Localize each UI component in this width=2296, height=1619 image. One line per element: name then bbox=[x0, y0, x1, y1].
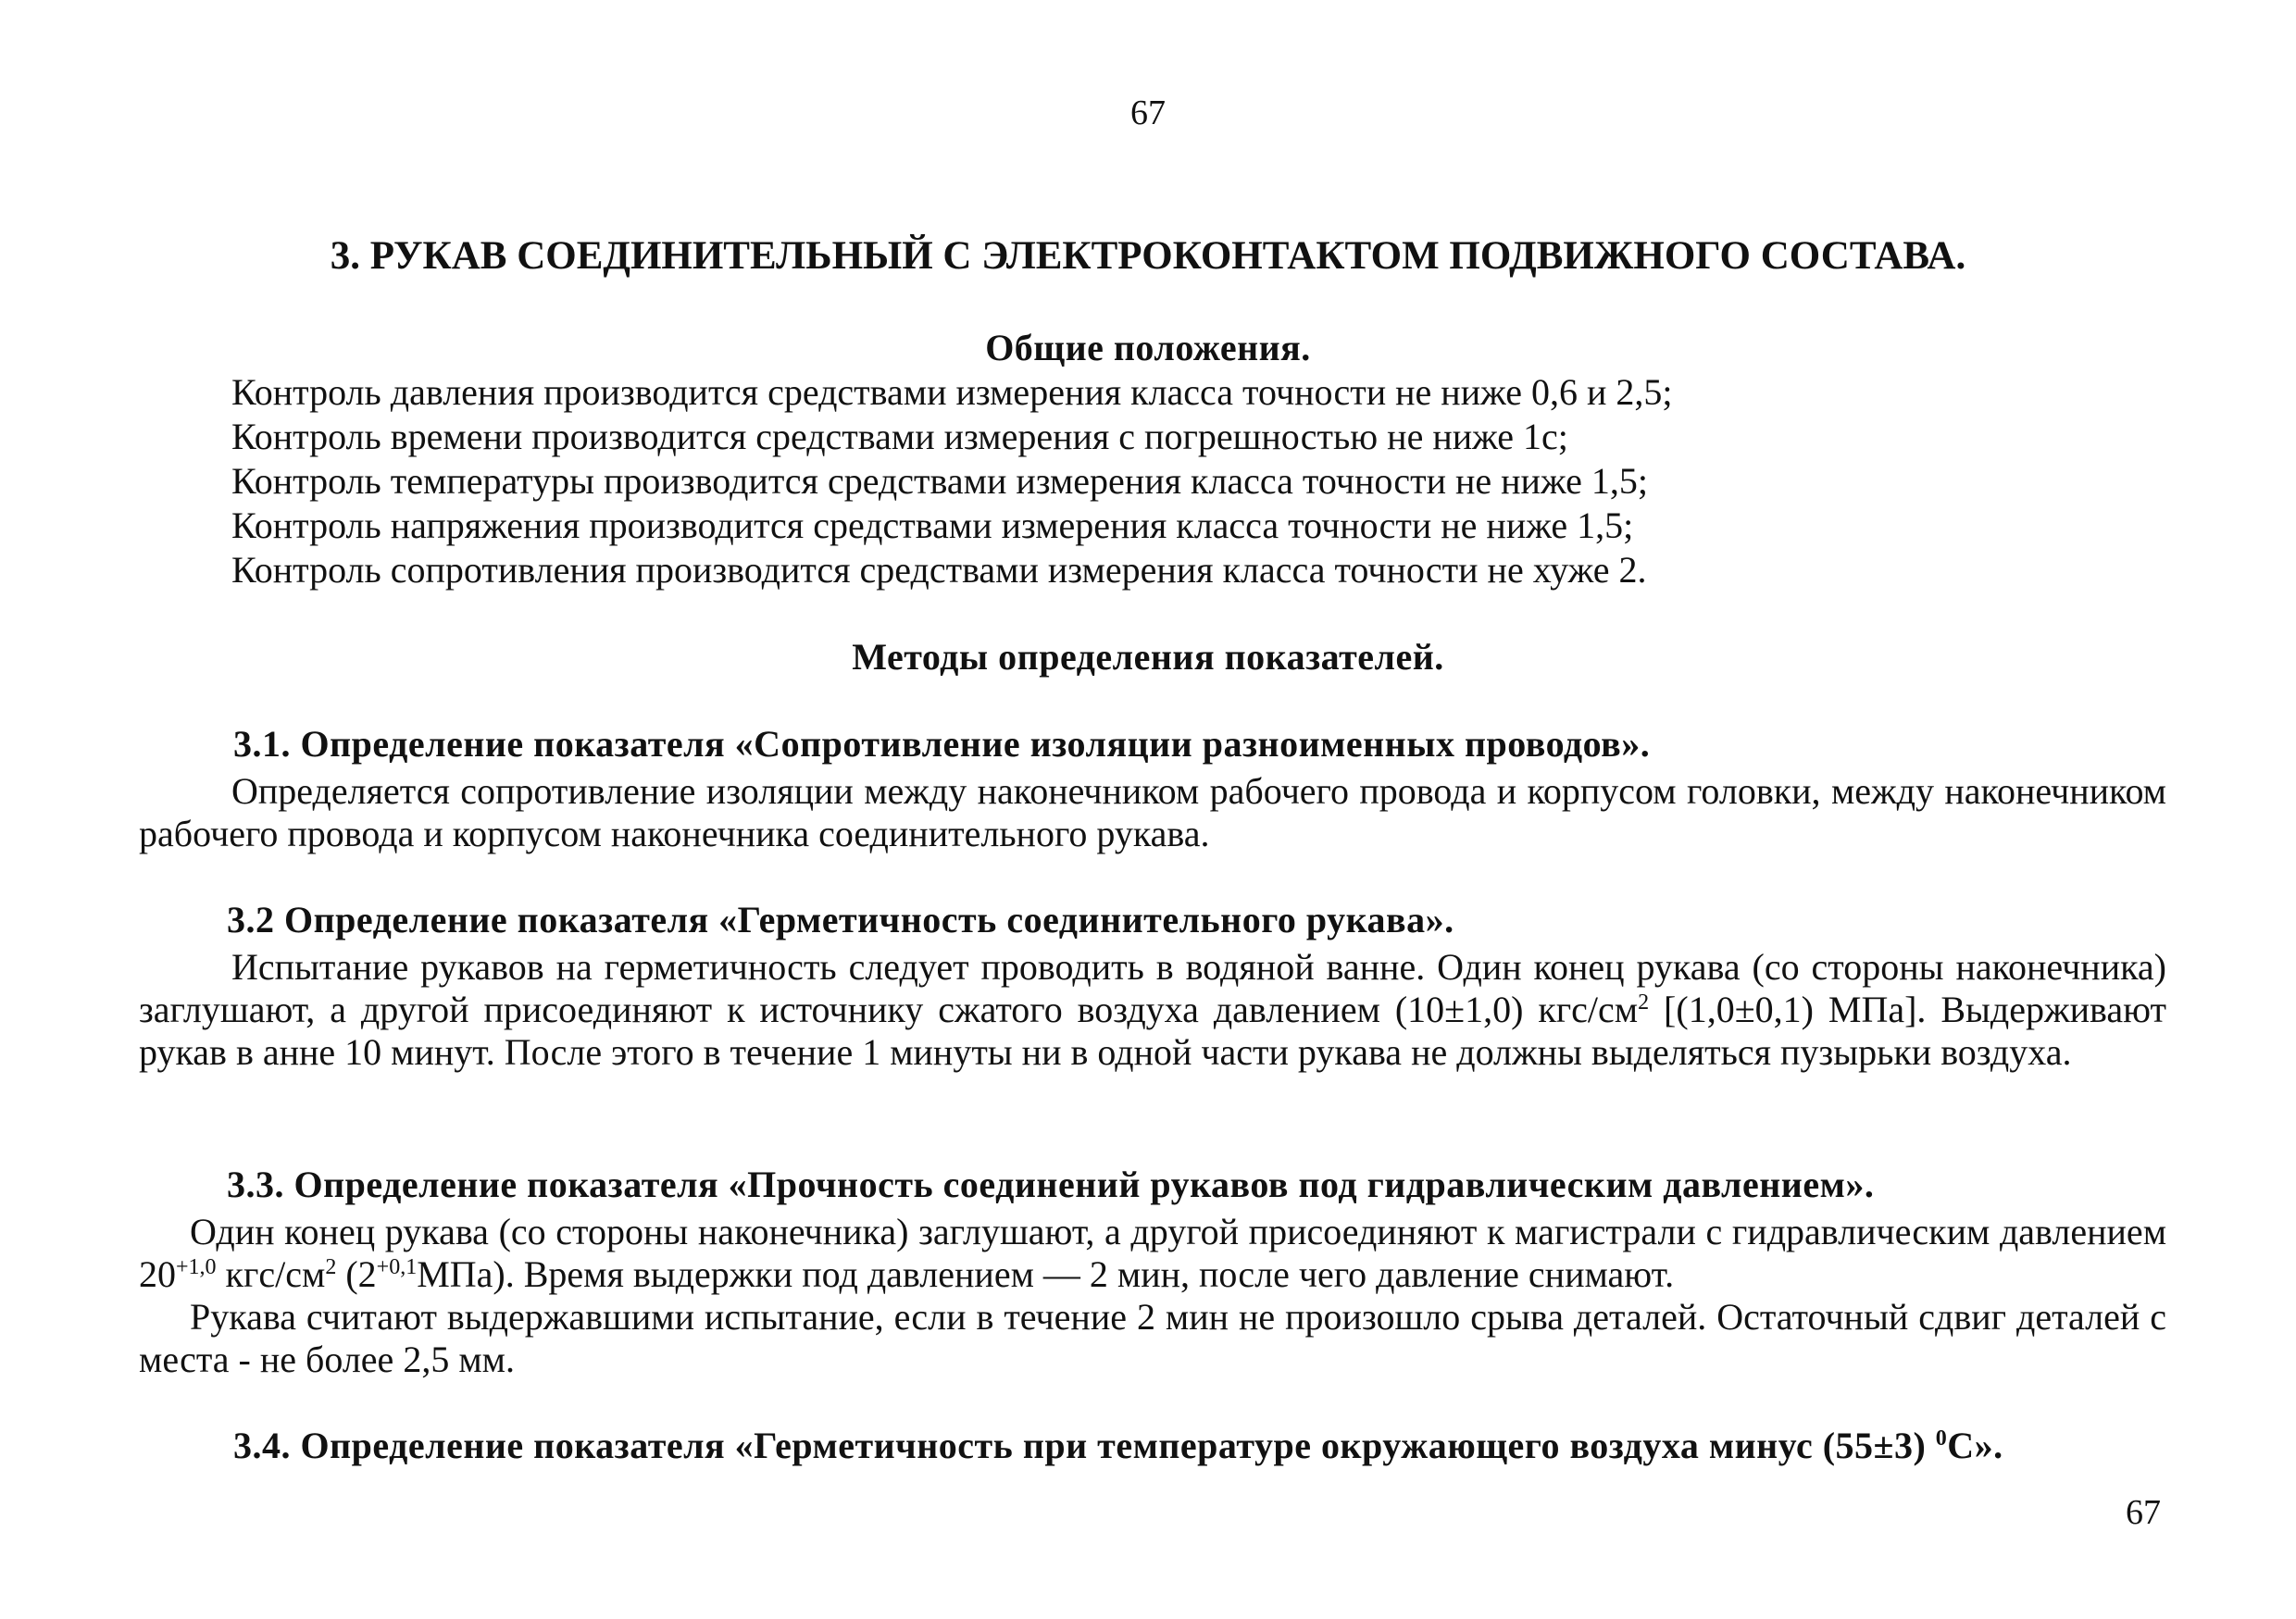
general-provisions-list bbox=[231, 370, 2268, 592]
page-number-top: 67 bbox=[1130, 93, 1166, 132]
superscript: 2 bbox=[325, 1255, 337, 1279]
section-3-4-heading-part-b: С». bbox=[1947, 1425, 2003, 1466]
section-3-3-p1-part-c: (2 bbox=[336, 1253, 377, 1295]
section-3-1-heading: 3.1. Определение показателя «Сопротивление изоляции разноименных проводов». bbox=[233, 723, 1651, 765]
general-item-time: Контроль времени производится средствами измерения с погрешностью не ниже 1с; bbox=[231, 416, 1568, 457]
section-3-3-paragraph-2: Рукава считают выдержавшими испытание, если в течение 2 мин не произошло срыва деталей. Остаточный сдвиг деталей с места - не более 2,5 мм. bbox=[139, 1296, 2166, 1380]
section-3-2-text bbox=[139, 946, 2166, 1074]
section-3-3-p1-part-a: Один конец рукава (со стороны наконечника) заглушают, а другой присоединяют к магистрали с гидравлическим давлением 20 bbox=[139, 1211, 2166, 1295]
section-3-4-heading-part-a: 3.4. Определение показателя «Герметичность при температуре окружающего воздуха минус (55±3) bbox=[233, 1425, 1936, 1466]
general-provisions-heading: Общие положения. bbox=[985, 327, 1311, 368]
chapter-title: 3. РУКАВ СОЕДИНИТЕЛЬНЫЙ С ЭЛЕКТРОКОНТАКТОМ ПОДВИЖНОГО СОСТАВА. bbox=[330, 234, 1966, 278]
section-3-4-heading bbox=[233, 1424, 2003, 1467]
section-3-3-p1-part-b: кгс/см bbox=[216, 1253, 326, 1295]
section-3-1-text: Определяется сопротивление изоляции между наконечником рабочего провода и корпусом головки, между наконечником рабочего провода и корпусом наконечника соединительного рукава. bbox=[139, 770, 2166, 854]
superscript: +1,0 bbox=[176, 1255, 217, 1279]
superscript: 2 bbox=[1638, 990, 1650, 1015]
general-item-temperature: Контроль температуры производится средствами измерения класса точности не ниже 1,5; bbox=[231, 460, 1648, 502]
section-3-2-text-part-a: Испытание рукавов на герметичность следует проводить в водяной ванне. Один конец рукава (со стороны наконечника) заглушают, а другой присоединяют к источнику сжатого воздуха давлением (10±1,0) кгс/см bbox=[139, 946, 2166, 1030]
section-3-2-heading: 3.2 Определение показателя «Герметичность соединительного рукава». bbox=[227, 899, 1454, 940]
superscript: 0 bbox=[1935, 1426, 1948, 1451]
superscript: +0,1 bbox=[376, 1255, 418, 1279]
page-number-bottom: 67 bbox=[2126, 1493, 2161, 1532]
section-3-3-paragraph-1 bbox=[139, 1211, 2166, 1296]
general-item-pressure: Контроль давления производится средствами измерения класса точности не ниже 0,6 и 2,5; bbox=[231, 371, 1673, 413]
section-3-2-text-part-b: [(1,0±0,1) МПа]. Выдерживают рукав в анне 10 минут. После этого в течение 1 минуты ни в одной части рукава не должны выделяться пузырьки воздуха. bbox=[139, 989, 2167, 1073]
methods-heading: Методы определения показателей. bbox=[852, 636, 1444, 678]
general-item-voltage: Контроль напряжения производится средствами измерения класса точности не ниже 1,5; bbox=[231, 504, 1634, 546]
section-3-3-heading: 3.3. Определение показателя «Прочность соединений рукавов под гидравлическим давлением». bbox=[227, 1164, 1875, 1205]
general-item-resistance: Контроль сопротивления производится средствами измерения класса точности не хуже 2. bbox=[231, 549, 1647, 591]
section-3-3-p1-part-d: МПа). Время выдержки под давлением — 2 мин, после чего давление снимают. bbox=[417, 1253, 1675, 1295]
